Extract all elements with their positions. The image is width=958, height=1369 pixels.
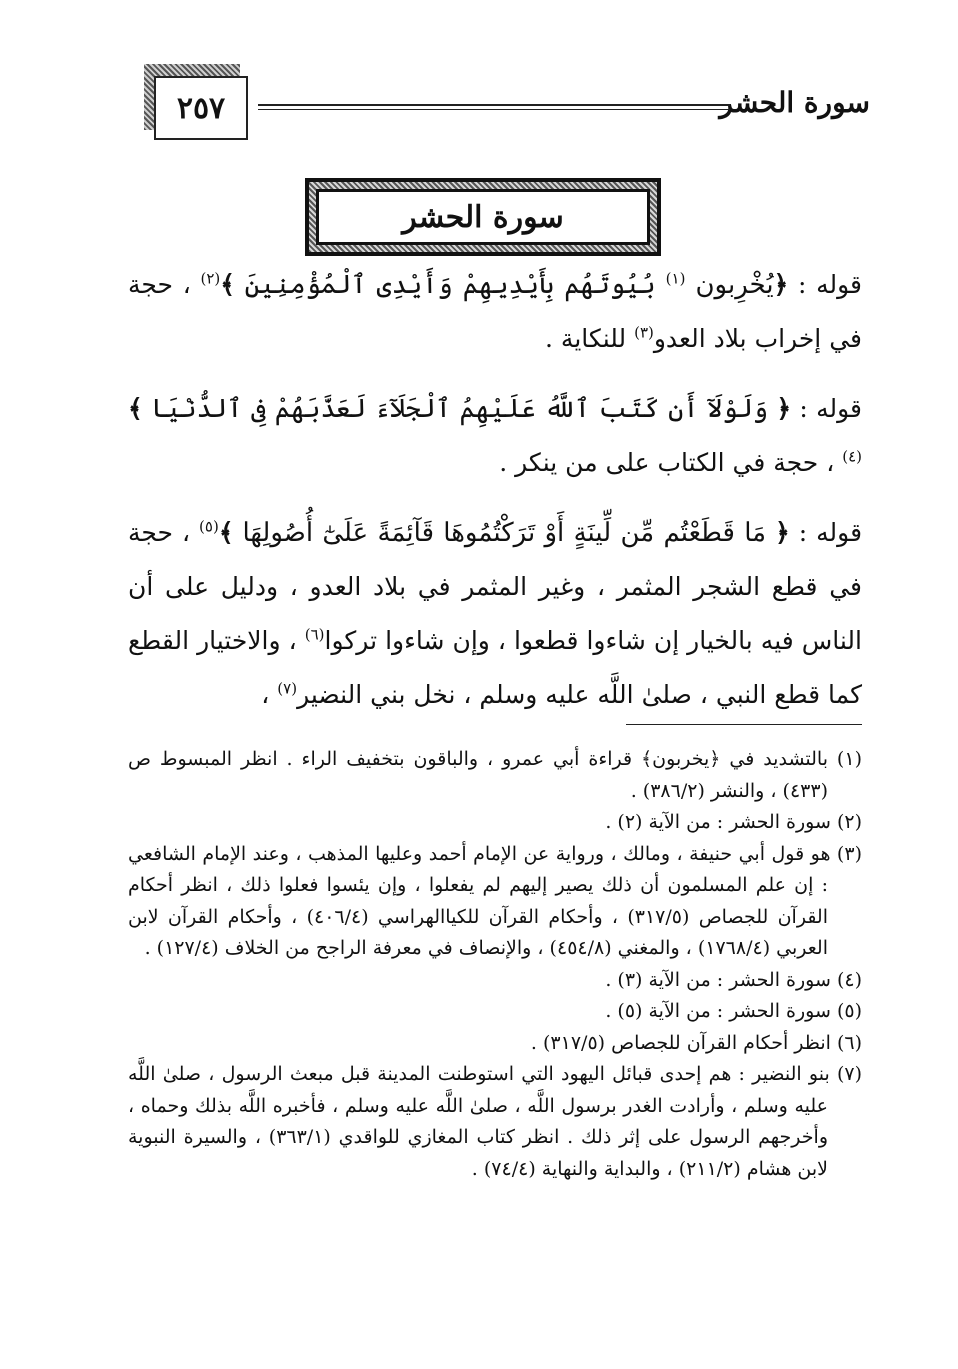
commentary-text: ، حجة في إخراب بلاد العدو xyxy=(128,270,862,353)
quran-verse: وَلَوْلَآ أَن كَتَبَ ٱللَّهُ عَلَيْهِمُ ٱلْجَلَآءَ لَعَذَّبَهُمْ فِى ٱلدُّنْيَا xyxy=(150,394,769,424)
footnote-5: (٥) سورة الحشر : من الآية (٥) . xyxy=(605,1000,862,1022)
header-rule xyxy=(258,104,730,110)
footnotes xyxy=(128,744,862,1185)
footnote-7: (٧) بنو النضير : هم إحدى قبائل اليهود التي استوطنت المدينة قبل مبعث الرسول ، صلىٰ اللَّه عليه وسلم ، وأرادت الغدر برسول اللَّه ، صلىٰ اللَّه عليه وسلم ، فأخبره اللَّه بذلك وحماه ، وأخرجهم الرسول على إثر ذلك . انظر كتاب المغازي للواقدي (٣٦٣/١) ، والسيرة النبوية لابن هشام (٢١١/٢) ، والبداية والنهاية (٧٤/٤) . xyxy=(128,1063,862,1180)
quran-verse: يُخْرِبون xyxy=(685,270,774,300)
paragraph-1 xyxy=(128,258,862,366)
paragraph-3 xyxy=(128,506,862,722)
footnote-ref: (٧) xyxy=(277,679,298,698)
footnote-4: (٤) سورة الحشر : من الآية (٣) . xyxy=(605,968,862,991)
footnote-ref: (٥) xyxy=(199,517,219,536)
footnote-ref: (٣) xyxy=(634,323,654,342)
footnote-separator xyxy=(626,724,862,725)
quran-verse: مَا قَطَعْتُم مِّن لِّينَةٍ أَوْ تَرَكْتُمُوهَا قَآئِمَةً عَلَىٰٓ أُصُولِهَا xyxy=(242,518,767,548)
footnote-ref: (١) xyxy=(665,269,686,288)
page-header xyxy=(128,64,870,144)
running-head-surah: سورة الحشر xyxy=(719,86,870,119)
commentary-text-tail: للنكاية . xyxy=(545,324,635,353)
surah-title-frame xyxy=(305,178,661,256)
footnote-2: (٢) سورة الحشر : من الآية (٢) . xyxy=(605,811,862,833)
ornate-close-bracket: ﴾ xyxy=(218,518,234,547)
ornate-close-bracket: ﴾ xyxy=(220,270,235,299)
commentary-text: ، حجة في الكتاب على من ينكر . xyxy=(499,448,843,477)
footnote-ref: (٢) xyxy=(200,269,221,288)
page-number: ٢٥٧ xyxy=(154,76,248,140)
surah-title: سورة الحشر xyxy=(316,189,650,245)
footnote-6: (٦) انظر أحكام القرآن للجصاص (٣١٧/٥) . xyxy=(530,1031,862,1054)
footnote-ref: (٤) xyxy=(842,447,862,466)
footnote-3: (٣) هو قول أبي حنيفة ، ومالك ، ورواية عن الإمام أحمد وعليها المذهب ، وعند الإمام الشافعي : إن علم المسلمون أن ذلك يصير إليهم لم يفعلوا ، وإن يئسوا فعلوا ذلك ، انظر أحكام القرآن للجصاص (٣١٧/٥) ، وأحكام القرآن للكياالهراسي (٤٠٦/٤) ، وأحكام القرآن لابن العربي (١٧٦٨/٤) ، والمغني (٤٥٤/٨) ، والإنصاف في معرفة الراجح من الخلاف (١٢٧/٤) . xyxy=(128,842,862,959)
lead-text: قوله : xyxy=(798,518,863,547)
footnote-ref: (٦) xyxy=(304,625,325,644)
ornate-close-bracket: ﴾ xyxy=(128,394,143,423)
commentary-text: ، حجة في قطع الشجر المثمر ، وغير المثمر في بلاد العدو ، ودليل على أن الناس فيه بالخيار إن شاءوا قطعوا ، وإن شاءوا تركوا xyxy=(128,518,862,655)
ornate-open-bracket: ﴿ xyxy=(776,394,792,423)
ornate-open-bracket: ﴿ xyxy=(773,270,789,299)
footnote-1: (١) بالتشديد في ﴿يخربون﴾ قراءة أبي عمرو ، والباقون بتخفيف الراء . انظر المبسوط ص (٤٣٣) ، والنشر (٣٨٦/٢) . xyxy=(128,748,862,802)
ornate-open-bracket: ﴿ xyxy=(775,518,790,547)
commentary-text-mid: ، والاختيار القطع كما قطع النبي ، صلىٰ اللَّه عليه وسلم ، نخل بني النضير xyxy=(128,626,862,709)
body-text xyxy=(128,258,862,738)
lead-text: قوله : xyxy=(799,394,862,423)
paragraph-2 xyxy=(128,382,862,490)
quran-verse-tail: بُيُوتَهُم بِأَيْدِيهِمْ وَأَيْدِى ٱلْمُؤْمِنِينَ xyxy=(244,270,666,300)
commentary-text-tail: ، xyxy=(261,680,278,709)
lead-text: قوله : xyxy=(797,270,862,299)
